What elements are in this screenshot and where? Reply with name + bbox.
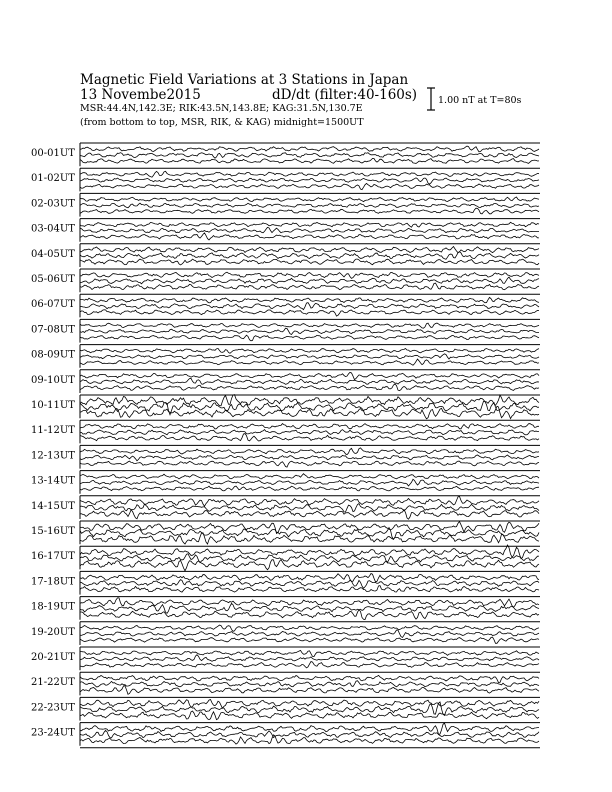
trace-KAG	[80, 272, 539, 278]
trace-MSR	[80, 662, 539, 668]
row-12-13UT	[31, 445, 540, 468]
row-label: 08-09UT	[31, 349, 75, 361]
trace-KAG	[80, 197, 539, 202]
station-coordinates: MSR:44.4N,142.3E; RIK:43.5N,143.8E; KAG:31.5N,130.7E	[80, 103, 363, 114]
trace-KAG	[80, 372, 539, 379]
row-label: 16-17UT	[31, 551, 75, 563]
trace-RIK	[80, 430, 539, 435]
trace-KAG	[80, 395, 539, 406]
row-label: 22-23UT	[31, 702, 75, 714]
chart-quantity: dD/dt (filter:40-160s)	[272, 87, 418, 103]
row-19-20UT	[31, 622, 540, 645]
trace-KAG	[80, 247, 539, 253]
trace-MSR	[80, 434, 539, 441]
trace-KAG	[80, 348, 539, 353]
trace-MSR	[80, 610, 539, 620]
trace-KAG	[80, 545, 539, 559]
trace-KAG	[80, 650, 539, 656]
trace-MSR	[80, 686, 539, 695]
trace-MSR	[80, 283, 539, 290]
row-17-18UT	[31, 571, 540, 594]
row-label: 14-15UT	[31, 500, 75, 512]
trace-MSR	[80, 461, 539, 467]
trace-MSR	[80, 384, 539, 391]
row-23-24UT	[31, 723, 540, 746]
trace-RIK	[80, 655, 539, 662]
row-label: 15-16UT	[31, 526, 75, 537]
row-label: 02-03UT	[31, 198, 75, 210]
trace-KAG	[80, 474, 539, 479]
trace-KAG	[80, 424, 539, 429]
trace-MSR	[80, 259, 539, 265]
trace-MSR	[80, 560, 539, 571]
trace-MSR	[80, 711, 539, 720]
trace-RIK	[80, 455, 539, 461]
trace-RIK	[80, 227, 539, 233]
station-order-note: (from bottom to top, MSR, RIK, & KAG) midnight=1500UT	[80, 117, 364, 128]
row-08-09UT	[31, 345, 540, 368]
trace-MSR	[80, 310, 539, 316]
chart-date: 13 Novembe2015	[80, 87, 201, 103]
trace-RIK	[80, 203, 539, 208]
row-label: 09-10UT	[31, 374, 75, 386]
trace-KAG	[80, 297, 539, 302]
row-label: 18-19UT	[31, 601, 75, 613]
row-label: 23-24UT	[31, 727, 75, 739]
trace-KAG	[80, 574, 539, 582]
trace-RIK	[80, 153, 539, 159]
trace-RIK	[80, 630, 539, 638]
trace-MSR	[80, 158, 539, 163]
row-13-14UT	[31, 471, 540, 494]
trace-RIK	[80, 252, 539, 260]
trace-RIK	[80, 681, 539, 687]
row-label: 04-05UT	[31, 248, 75, 260]
row-22-23UT	[31, 697, 540, 720]
row-label: 00-01UT	[31, 148, 75, 159]
row-02-03UT	[31, 193, 540, 216]
trace-KAG	[80, 171, 539, 177]
row-04-05UT	[31, 244, 540, 267]
row-label: 17-18UT	[31, 576, 75, 588]
scale-bar-label: 1.00 nT at T=80s	[438, 95, 522, 106]
trace-MSR	[80, 183, 539, 189]
row-18-19UT	[31, 597, 540, 620]
row-06-07UT	[31, 294, 540, 317]
row-label: 03-04UT	[31, 223, 75, 235]
trace-KAG	[80, 448, 539, 455]
row-21-22UT	[31, 672, 540, 695]
scale-bar	[427, 88, 435, 110]
row-15-16UT	[31, 521, 540, 544]
row-07-08UT	[31, 319, 540, 342]
trace-RIK	[80, 580, 539, 589]
trace-MSR	[80, 510, 539, 520]
row-label: 21-22UT	[31, 677, 75, 689]
row-label: 05-06UT	[31, 274, 75, 285]
trace-KAG	[80, 497, 539, 507]
row-16-17UT	[31, 545, 540, 571]
trace-RIK	[80, 277, 539, 284]
trace-RIK	[80, 730, 539, 737]
trace-MSR	[80, 208, 539, 214]
row-label: 12-13UT	[31, 450, 75, 462]
row-label: 11-12UT	[31, 425, 75, 437]
row-label: 06-07UT	[31, 299, 75, 311]
trace-MSR	[80, 637, 539, 643]
trace-KAG	[80, 675, 539, 682]
trace-RIK	[80, 603, 539, 613]
trace-RIK	[80, 303, 539, 310]
row-label: 19-20UT	[31, 626, 75, 638]
trace-MSR	[80, 486, 539, 491]
trace-MSR	[80, 586, 539, 593]
row-05-06UT	[31, 269, 540, 292]
trace-RIK	[80, 479, 539, 486]
trace-MSR	[80, 233, 539, 240]
trace-MSR	[80, 359, 539, 365]
trace-KAG	[80, 700, 539, 709]
trace-RIK	[80, 554, 539, 563]
row-09-10UT	[31, 370, 540, 393]
trace-KAG	[80, 222, 539, 227]
row-label: 10-11UT	[31, 400, 75, 411]
row-01-02UT	[31, 168, 540, 191]
trace-KAG	[80, 625, 539, 631]
trace-RIK	[80, 178, 539, 184]
row-14-15UT	[31, 496, 540, 519]
row-03-04UT	[31, 219, 540, 242]
trace-KAG	[80, 598, 539, 607]
trace-KAG	[80, 723, 539, 734]
row-label: 20-21UT	[31, 652, 75, 663]
row-10-11UT	[31, 395, 540, 419]
row-label: 07-08UT	[31, 324, 75, 336]
trace-RIK	[80, 378, 539, 384]
trace-RIK	[80, 328, 539, 334]
row-20-21UT	[31, 647, 540, 670]
trace-KAG	[80, 323, 539, 328]
row-label: 13-14UT	[31, 475, 75, 487]
row-label: 01-02UT	[31, 173, 75, 185]
row-00-01UT	[31, 143, 540, 166]
trace-KAG	[80, 146, 539, 152]
trace-MSR	[80, 335, 539, 341]
chart-title: Magnetic Field Variations at 3 Stations in Japan	[80, 72, 409, 88]
row-11-12UT	[31, 420, 540, 443]
trace-RIK	[80, 354, 539, 359]
trace-RIK	[80, 401, 539, 414]
